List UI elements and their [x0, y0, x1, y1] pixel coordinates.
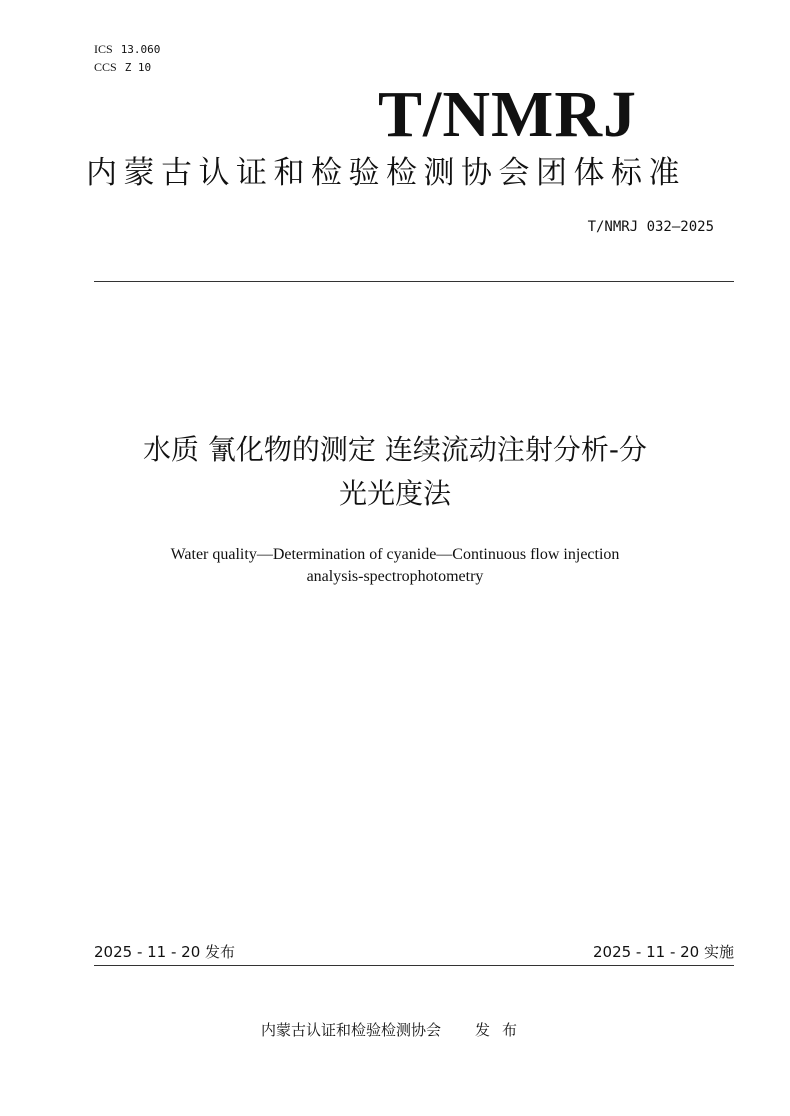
- title-english-line-2: analysis-spectrophotometry: [306, 568, 484, 585]
- ics-label: ICS: [94, 42, 113, 56]
- ics-line: [94, 42, 160, 57]
- standard-logo: T/NMRJ: [378, 78, 637, 151]
- top-divider: [94, 281, 734, 282]
- ccs-line: [94, 60, 151, 75]
- publisher-name: 内蒙古认证和检验检测协会: [260, 1021, 441, 1039]
- title-chinese-line-2: 光光度法: [338, 477, 451, 510]
- standard-number: T/NMRJ 032—2025: [587, 219, 714, 235]
- ccs-code: Z 10: [124, 61, 152, 74]
- publisher-line: [0, 1020, 790, 1040]
- publisher-action: 发布: [475, 1021, 530, 1039]
- title-chinese: [80, 428, 710, 516]
- org-standard-title: 内蒙古认证和检验检测协会团体标准: [86, 155, 686, 191]
- ics-code: 13.060: [120, 43, 161, 56]
- issue-date: 2025 - 11 - 20 发布: [94, 943, 236, 961]
- title-english-line-1: Water quality—Determination of cyanide—Continuous flow injection: [170, 546, 620, 563]
- implementation-date: 2025 - 11 - 20 实施: [592, 943, 734, 961]
- title-chinese-line-1: 水质 氰化物的测定 连续流动注射分析-分: [143, 433, 647, 466]
- title-english: [120, 544, 670, 588]
- bottom-divider: [94, 965, 734, 966]
- ccs-label: CCS: [94, 60, 117, 74]
